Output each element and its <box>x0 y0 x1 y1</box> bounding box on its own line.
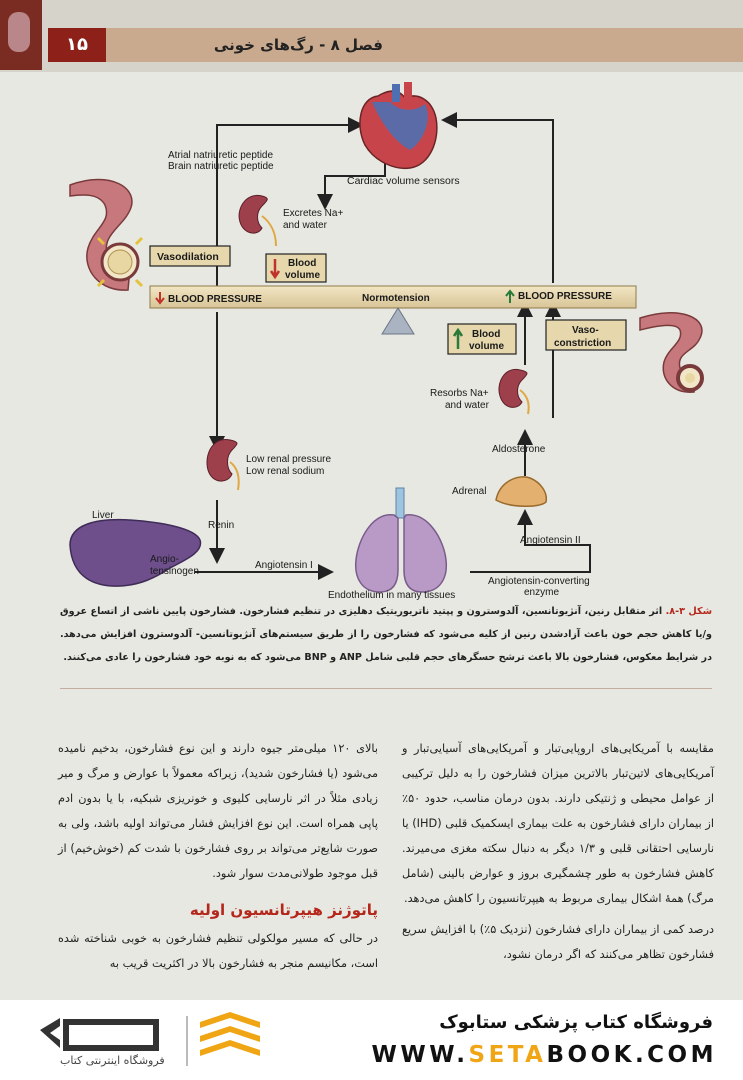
low-renal-pressure-label: Low renal pressure <box>246 454 332 465</box>
paragraph: بالای ۱۲۰ میلی‌متر جیوه دارند و این نوع فشارخون، بدخیم نامیده می‌شود (یا فشارخون شدید)، زیراکه معمولاً با عوارض و مرگ و میر زیادی مثلاً در اثر نارسایی کلیوی و خونریزی شبکیه، با یا بدون ادم پاپی همراه است. این نوع افزایش فشار می‌تواند اولیه باشد، ولی به صورت شایع‌تر می‌تواند بر روی فشارخون با شدت کم (خوش‌خیم) از قبل موجود طولانی‌مدت سوار شود. <box>58 742 378 880</box>
blood-volume-high-box <box>448 324 516 354</box>
brain-peptide-label: Brain natriuretic peptide <box>168 161 274 172</box>
vasoconstriction-label-2: constriction <box>554 338 612 349</box>
angiotensin-2-label: Angiotensin II <box>520 535 581 546</box>
blood-volume-low-box <box>266 254 326 282</box>
vasoconstriction-box <box>546 320 626 350</box>
logo-tagline: فروشگاه اینترنتی کتاب <box>60 1054 165 1067</box>
page-number: ۱۵ <box>48 28 106 62</box>
text-column-right <box>402 736 714 967</box>
angiotensin-1-label: Angiotensin I <box>255 560 313 571</box>
corner-thumbnail <box>0 0 42 70</box>
liver-label: Liver <box>92 510 114 521</box>
lungs-illustration <box>356 488 447 592</box>
blood-volume-high-label-2: volume <box>469 341 505 352</box>
store-banner <box>0 1000 743 1080</box>
url-prefix: WWW. <box>371 1042 469 1068</box>
kidney-top-illustration <box>239 195 276 246</box>
figure-label: شکل ۳-۸. <box>665 606 713 617</box>
adrenal-label: Adrenal <box>452 486 487 497</box>
paragraph: مقایسه با آمریکایی‌های اروپایی‌تبار و آمریکایی‌های آسیایی‌تبار و آمریکایی‌های لاتین‌تبار بالاترین میزان فشارخون را به دلیل ترکیبی از عوامل محیطی و ژنتیکی دارند. بدون درمان مناسب، حدود ۵۰٪ از بیماران دارای فشارخون به علت بیماری ایسکمیک قلبی (IHD) یا نارسایی احتقانی قلبی و ۱/۳ دیگر به دنبال سکته مغزی می‌میرند. کاهش فشارخون به طور چشمگیری بروز و عوارض بالینی (شامل مرگ) همهٔ اشکال بیماری مربوط به هیپرتانسیون را کاهش می‌دهد. <box>402 742 714 905</box>
figure-caption-text: اثر متقابل رنین، آنژیوتانسین، آلدوسترون و پپتید ناتریوریتیک دهلیزی در تنظیم فشارخون. فشارخون پایین ناشی از اتساع عروق و/یا کاهش حجم خون باعث آزادشدن رنین از کلیه می‌شود که فشارخون را از طریق سیستم‌های آنژیوتانسین- آلدوسترون افزایش می‌دهد. در شرایط معکوس، فشارخون بالا باعث ترشح حسگرهای حجم قلبی شامل ANP و BNP می‌شود که به نوبه خود فشارخون را عادی می‌کنند. <box>60 606 712 663</box>
chapter-bar <box>106 28 743 62</box>
vasodilation-box <box>150 246 230 266</box>
dilated-vessel-illustration <box>70 179 142 290</box>
blood-volume-low-label-2: volume <box>285 270 321 281</box>
excretes-label-2: and water <box>283 220 327 231</box>
low-bp-label: BLOOD PRESSURE <box>168 294 262 305</box>
low-renal-sodium-label: Low renal sodium <box>246 466 325 477</box>
endothelium-label: Endothelium in many tissues <box>328 590 456 600</box>
blood-volume-high-label-1: Blood <box>472 329 501 340</box>
resorbs-label-2: and water <box>445 400 489 411</box>
paragraph: درصد کمی از بیماران دارای فشارخون (نزدیک ۵٪) با افزایش سریع فشارخون تظاهر می‌کنند که اگر درمان نشود، <box>402 923 714 961</box>
kidney-right-illustration <box>499 369 529 414</box>
angiotensinogen-label-2: tensinogen <box>150 566 199 577</box>
url-highlight: SETA <box>468 1042 547 1068</box>
heart-illustration <box>360 82 437 168</box>
url-suffix: BOOK.COM <box>546 1042 717 1068</box>
store-url <box>372 1042 717 1068</box>
atrial-peptide-label: Atrial natriuretic peptide <box>168 150 274 161</box>
chapter-title: فصل ۸ - رگ‌های خونی <box>213 36 383 54</box>
resorbs-label-1: Resorbs Na+ <box>430 388 489 399</box>
text-column-left <box>58 736 378 976</box>
vasodilation-label: Vasodilation <box>157 251 219 263</box>
constricted-vessel-illustration <box>640 313 702 392</box>
angiotensinogen-label-1: Angio- <box>150 554 179 565</box>
aldosterone-label: Aldosterone <box>492 444 546 455</box>
adrenal-illustration <box>496 477 546 506</box>
figure-caption <box>60 600 712 669</box>
cardiac-sensors-label: Cardiac volume sensors <box>347 175 460 187</box>
blood-volume-low-label-1: Blood <box>288 258 317 269</box>
caption-divider <box>60 688 712 689</box>
excretes-label-1: Excretes Na+ <box>283 208 344 219</box>
page-header <box>0 0 743 72</box>
normotension-label: Normotension <box>362 293 430 304</box>
ace-label-2: enzyme <box>524 587 560 598</box>
renin-label: Renin <box>208 520 235 531</box>
section-heading: پاتوژنز هیپرتانسیون اولیه <box>189 901 378 919</box>
kidney-renal-illustration <box>207 439 239 490</box>
paragraph: در حالی که مسیر مولکولی تنظیم فشارخون به خوبی شناخته شده است، مکانیسم منجر به فشارخون بالا در اکثریت قریب به <box>58 932 378 970</box>
store-logo <box>20 1008 280 1074</box>
blood-pressure-regulation-diagram <box>0 80 743 600</box>
vasoconstriction-label-1: Vaso- <box>572 325 599 336</box>
ace-label-1: Angiotensin-converting <box>488 576 590 587</box>
store-name: فروشگاه کتاب پزشکی ستابوک <box>439 1012 713 1033</box>
high-bp-label: BLOOD PRESSURE <box>518 291 612 302</box>
